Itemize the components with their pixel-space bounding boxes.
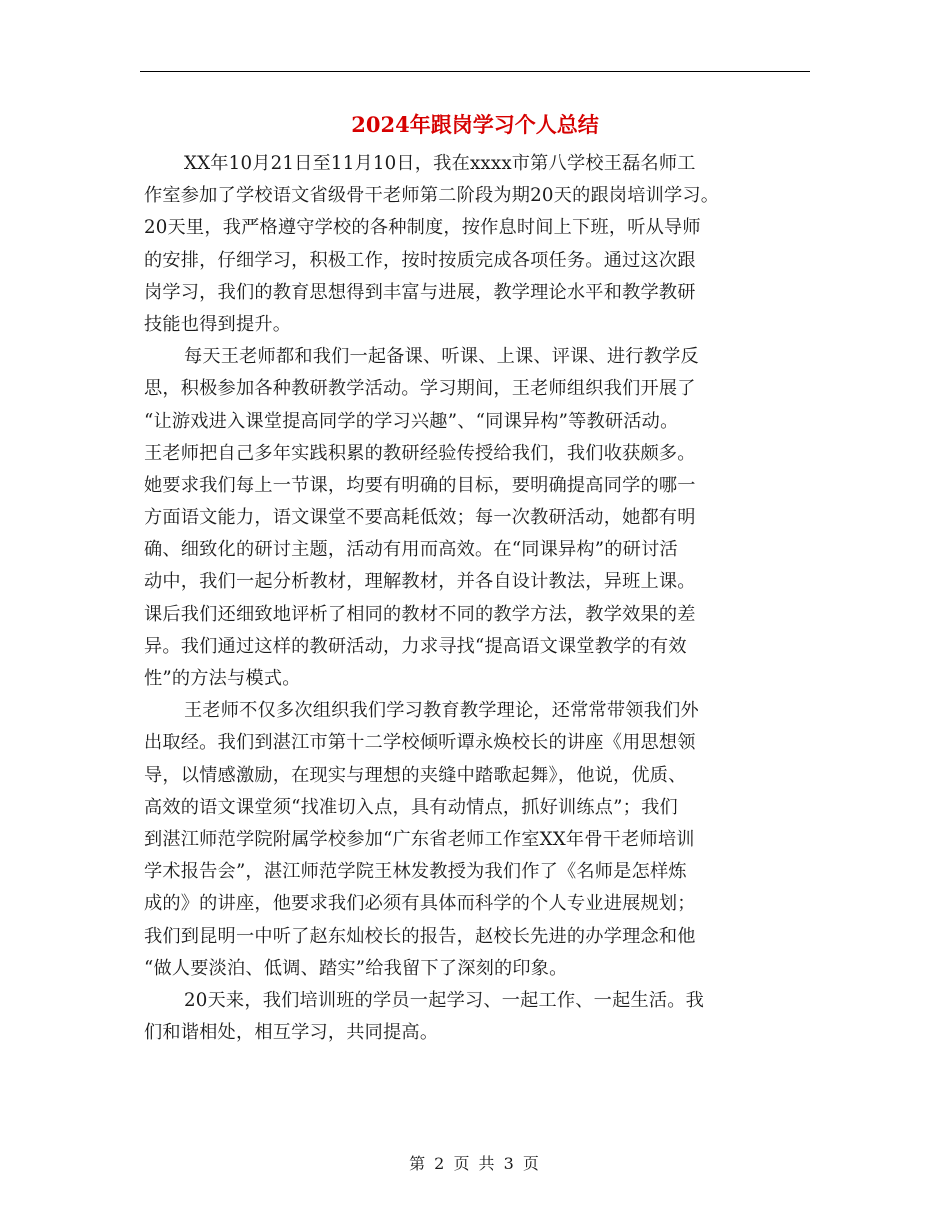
paragraph [144, 148, 812, 341]
text-line: 王老师把自己多年实践积累的教研经验传授给我们，我们收获颇多。 [144, 442, 696, 464]
text-line: 我们到昆明一中听了赵东灿校长的报告，赵校长先进的办学理念和他 [144, 925, 696, 947]
text-line: 每天王老师都和我们一起备课、听课、上课、评课、进行教学反 [184, 346, 699, 368]
text-line: 作室参加了学校语文省级骨干老师第二阶段为期20天的跟岗培训学习。 [144, 185, 720, 207]
text-line: 异。我们通过这样的教研活动，力求寻找“提高语文课堂教学的有效 [144, 635, 687, 657]
text-line: 方面语文能力，语文课堂不要高耗低效；每一次教研活动，她都有明 [144, 507, 696, 529]
text-line: 动中，我们一起分析教材，理解教材，并各自设计教法，异班上课。 [144, 571, 696, 593]
text-line: 确、细致化的研讨主题，活动有用而高效。在“同课异构”的研讨活 [144, 539, 678, 561]
text-line: 高效的语文课堂须“找准切入点，具有动情点，抓好训练点”；我们 [144, 796, 678, 818]
text-line: 技能也得到提升。 [144, 313, 292, 335]
text-line: 出取经。我们到湛江市第十二学校倾听谭永焕校长的讲座《用思想领 [144, 732, 696, 754]
text-line: 思，积极参加各种教研教学活动。学习期间，王老师组织我们开展了 [144, 378, 696, 400]
text-line: 们和谐相处，相互学习，共同提高。 [144, 1022, 439, 1044]
text-line: 学术报告会”，湛江师范学院王林发教授为我们作了《名师是怎样炼 [144, 861, 687, 883]
text-line: “做人要淡泊、低调、踏实”给我留下了深刻的印象。 [144, 957, 568, 979]
document-title: 2024年跟岗学习个人总结 [351, 112, 599, 137]
text-line: 课后我们还细致地评析了相同的教材不同的教学方法，教学效果的差 [144, 603, 696, 625]
text-line: 王老师不仅多次组织我们学习教育教学理论，还常常带领我们外 [184, 700, 699, 722]
paragraph [144, 341, 812, 695]
text-line: 她要求我们每上一节课，均要有明确的目标，要明确提高同学的哪一 [144, 474, 696, 496]
paragraph [144, 695, 812, 985]
text-line: XX年10月21日至11月10日，我在xxxx市第八学校王磊名师工 [184, 153, 696, 174]
text-line: 导，以情感激励，在现实与理想的夹缝中踏歌起舞》，他说，优质、 [144, 764, 687, 786]
text-line: 岗学习，我们的教育思想得到丰富与进展，教学理论水平和教学教研 [144, 281, 696, 303]
text-line: 到湛江师范学院附属学校参加“广东省老师工作室XX年骨干老师培训 [144, 828, 695, 850]
paragraph [144, 985, 812, 1049]
page-number-footer: 第 2 页 共 3 页 [409, 1154, 541, 1173]
text-line: 成的》的讲座，他要求我们必须有具体而科学的个人专业进展规划； [144, 893, 696, 915]
text-line: 性”的方法与模式。 [144, 668, 301, 689]
text-line: 的安排，仔细学习，积极工作，按时按质完成各项任务。通过这次跟 [144, 249, 696, 271]
text-line: 20天来，我们培训班的学员一起学习、一起工作、一起生活。我 [184, 989, 705, 1011]
text-line: 20天里，我严格遵守学校的各种制度，按作息时间上下班，听从导师 [144, 217, 701, 239]
document-body [144, 148, 812, 1049]
text-line: “让游戏进入课堂提高同学的学习兴趣”、“同课异构”等教研活动。 [144, 410, 679, 432]
header-rule [140, 71, 810, 72]
